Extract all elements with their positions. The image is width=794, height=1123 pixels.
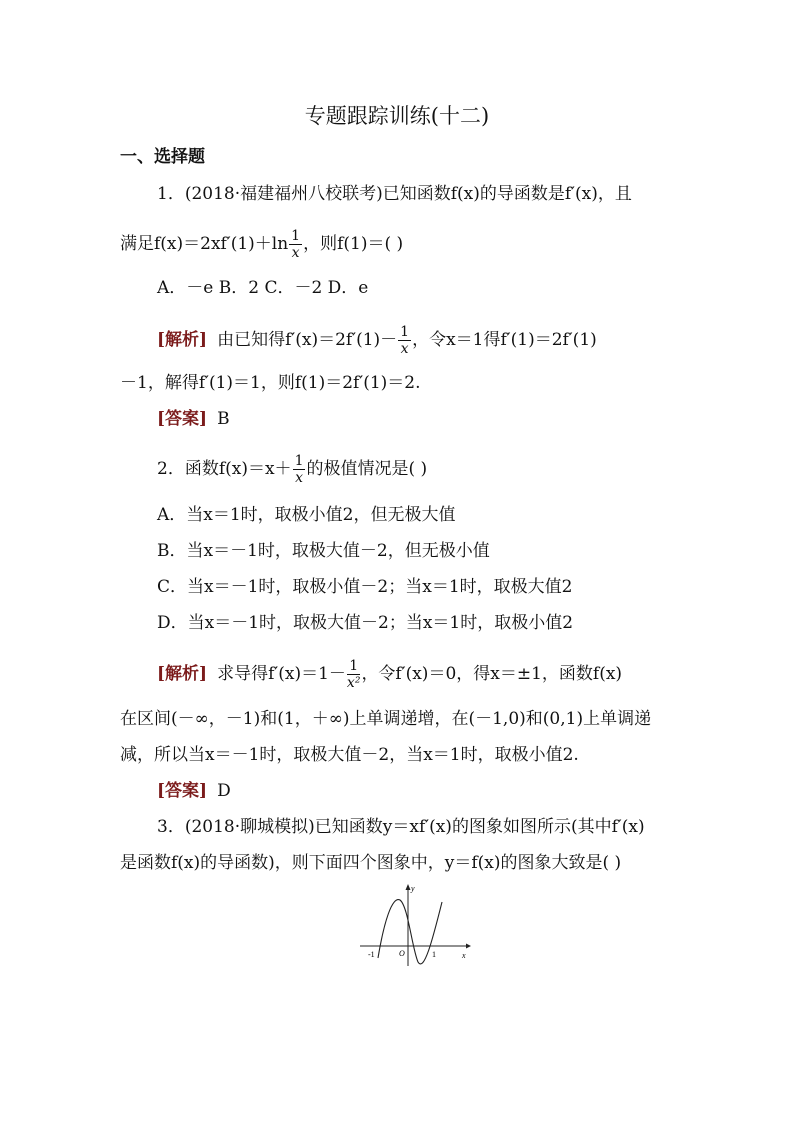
q1-options: A．－e B．2 C．－2 D．e: [157, 278, 369, 298]
q2-option-d: D．当x＝－1时，取极大值－2；当x＝1时，取极小值2: [157, 613, 574, 633]
q2-stem-pre: 2．函数f(x)＝x＋: [157, 459, 292, 479]
q2-fraction: [293, 453, 306, 486]
q1-stem-line2: [120, 228, 680, 261]
neg-one-label: -1: [368, 950, 375, 959]
q2-analysis-line3: 减，所以当x＝－1时，取极大值－2，当x＝1时，取极小值2.: [120, 745, 579, 765]
q2-analysis-post: ，令f′(x)＝0，得x＝±1，函数f(x): [361, 664, 623, 684]
q1-analysis-frac-den: x: [400, 341, 409, 357]
q1-answer: [157, 408, 717, 430]
q1-analysis-tag: [解析]: [157, 330, 208, 350]
q2-answer: [157, 780, 717, 802]
q2-stem: [157, 453, 717, 486]
q2-frac-num: 1: [294, 453, 304, 469]
x-axis-arrow-icon: [466, 944, 471, 949]
q1-analysis-fraction: [398, 324, 411, 357]
q2-analysis-pre: 求导得f′(x)＝1－: [217, 664, 346, 684]
q3-stem-line2: 是函数f(x)的导函数)，则下面四个图象中，y＝f(x)的图象大致是( ): [120, 853, 622, 873]
q2-analysis-fraction: [347, 658, 361, 691]
q2-analysis-frac-num: 1: [347, 658, 361, 675]
q2-answer-tag: [答案]: [157, 781, 208, 801]
q1-analysis-line1: [157, 324, 717, 357]
q1-analysis-post: ，令x＝1得f′(1)＝2f′(1): [412, 330, 597, 350]
y-axis-arrow-icon: [406, 884, 411, 890]
q1-frac-num: 1: [291, 228, 301, 244]
q2-option-a: A．当x＝1时，取极小值2，但无极大值: [157, 505, 456, 525]
q1-stem-pre: 满足f(x)＝2xf′(1)＋ln: [120, 234, 289, 254]
q3-function-graph: [352, 882, 472, 968]
q2-analysis-line2: 在区间(－∞，－1)和(1，＋∞)上单调递增，在(－1,0)和(0,1)上单调递: [120, 709, 652, 729]
q2-analysis-line1: [157, 658, 717, 691]
q1-stem-line1: 1．(2018·福建福州八校联考)已知函数f(x)的导函数是f′(x)，且: [157, 184, 632, 204]
q3-stem-line1: 3．(2018·聊城模拟)已知函数y＝xf′(x)的图象如图所示(其中f′(x): [157, 817, 645, 837]
q1-frac-den: x: [291, 245, 300, 261]
q2-answer-value: D: [217, 781, 231, 801]
q2-frac-den: x: [295, 470, 303, 486]
q2-option-c: C．当x＝－1时，取极小值－2；当x＝1时，取极大值2: [157, 577, 573, 597]
x-axis-label: x: [462, 951, 466, 960]
page-title: 专题跟踪训练(十二): [304, 104, 490, 128]
y-axis-label: y: [411, 884, 415, 893]
q1-answer-value: B: [217, 409, 230, 429]
q1-fraction: [289, 228, 302, 261]
origin-label: O: [399, 949, 405, 958]
q1-stem-post: ，则f(1)＝( ): [303, 234, 404, 254]
q2-analysis-tag: [解析]: [157, 664, 208, 684]
q2-analysis-frac-den: x²: [346, 675, 361, 691]
q2-stem-post: 的极值情况是( ): [306, 459, 428, 479]
one-label: 1: [432, 950, 436, 959]
section-heading: 一、选择题: [120, 147, 205, 167]
q2-option-b: B．当x＝－1时，取极大值－2，但无极小值: [157, 541, 490, 561]
q1-answer-tag: [答案]: [157, 409, 208, 429]
q1-analysis-frac-num: 1: [400, 324, 410, 340]
q1-analysis-pre: 由已知得f′(x)＝2f′(1)－: [217, 330, 398, 350]
q1-analysis-line2: －1，解得f′(1)＝1，则f(1)＝2f′(1)＝2.: [120, 373, 421, 393]
